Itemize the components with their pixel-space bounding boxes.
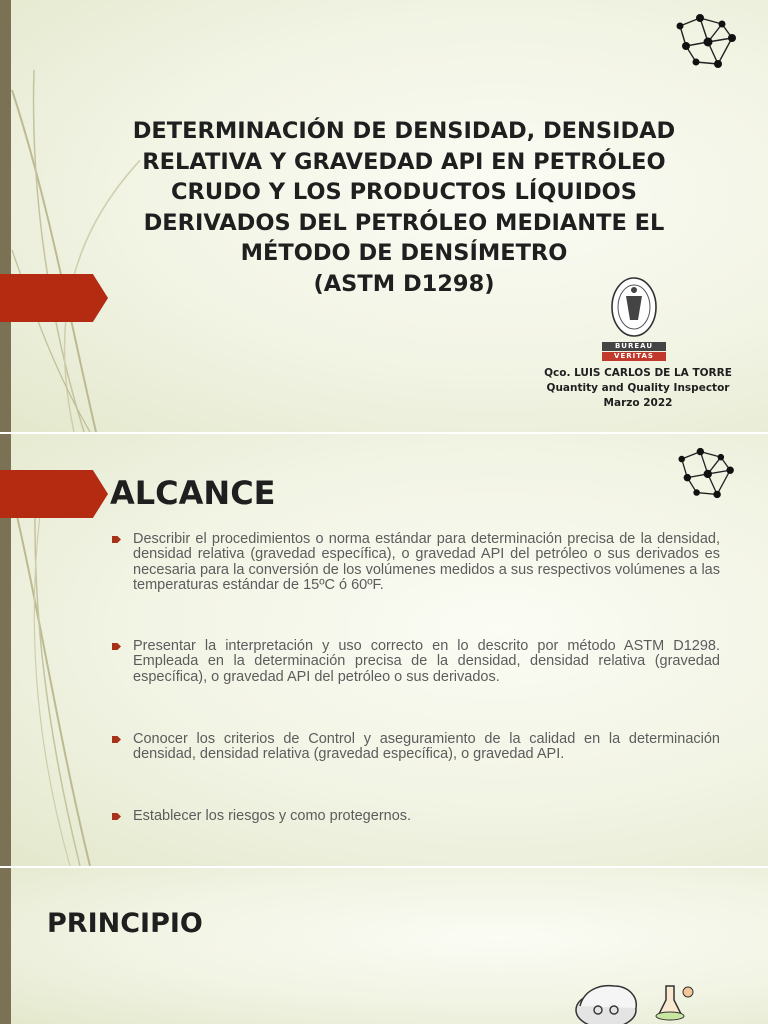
arrow-bullet-icon	[112, 536, 121, 543]
author-name: Qco. LUIS CARLOS DE LA TORRE	[544, 367, 732, 379]
title-line: (ASTM D1298)	[313, 270, 495, 297]
arrow-bullet-icon	[112, 736, 121, 743]
molecule-icon	[674, 446, 736, 500]
bureau-veritas-logo	[598, 276, 670, 366]
list-item	[112, 639, 720, 685]
logo-label-top: BUREAU	[614, 342, 654, 350]
title-line: CRUDO Y LOS PRODUCTOS LÍQUIDOS	[171, 179, 637, 205]
principio-heading: PRINCIPIO	[47, 908, 203, 939]
left-bar	[0, 868, 11, 1024]
logo-label-bottom: VERITAS	[614, 352, 654, 360]
list-item	[112, 732, 720, 763]
bullet-text: Presentar la interpretación y uso correcto en lo descrito por método ASTM D1298. Empleada en la determinación precisa de la densidad, densidad relativa (gravedad específica), o gravedad API del petróleo o sus derivados.	[133, 638, 720, 685]
author-block	[536, 366, 740, 411]
slide-title	[0, 0, 768, 432]
bullet-text: Establecer los riesgos y como protegernos.	[133, 808, 412, 824]
arrow-bullet-icon	[112, 813, 121, 820]
title-line: DERIVADOS DEL PETRÓLEO MEDIANTE EL	[143, 209, 665, 236]
title-line: MÉTODO DE DENSÍMETRO	[240, 240, 568, 266]
slide-title-heading	[70, 116, 738, 299]
bullet-text: Conocer los criterios de Control y aseguramiento de la calidad en la determinación densidad, densidad relativa (gravedad específica), o gravedad API.	[133, 731, 720, 763]
title-line: DETERMINACIÓN DE DENSIDAD, DENSIDAD	[132, 118, 676, 144]
arrow-flag-icon	[0, 470, 108, 518]
list-item	[112, 532, 720, 594]
title-line: RELATIVA Y GRAVEDAD API EN PETRÓLEO	[142, 148, 666, 175]
bullet-text: Describir el procedimientos o norma estándar para determinación precisa de la densidad, densidad relativa (gravedad específica), o gravedad API del petróleo o sus derivados es necesaria para la conversión de los volúmenes medidos a sus respectivos volúmenes a las temperaturas estándar de 15ºC ó 60ºF.	[133, 531, 720, 594]
molecule-icon	[672, 12, 738, 70]
scientist-clipart	[570, 976, 710, 1024]
arrow-bullet-icon	[112, 643, 121, 650]
list-item	[112, 809, 720, 824]
alcance-heading: ALCANCE	[110, 474, 276, 512]
author-role: Quantity and Quality Inspector	[546, 382, 730, 394]
author-date: Marzo 2022	[603, 397, 673, 409]
